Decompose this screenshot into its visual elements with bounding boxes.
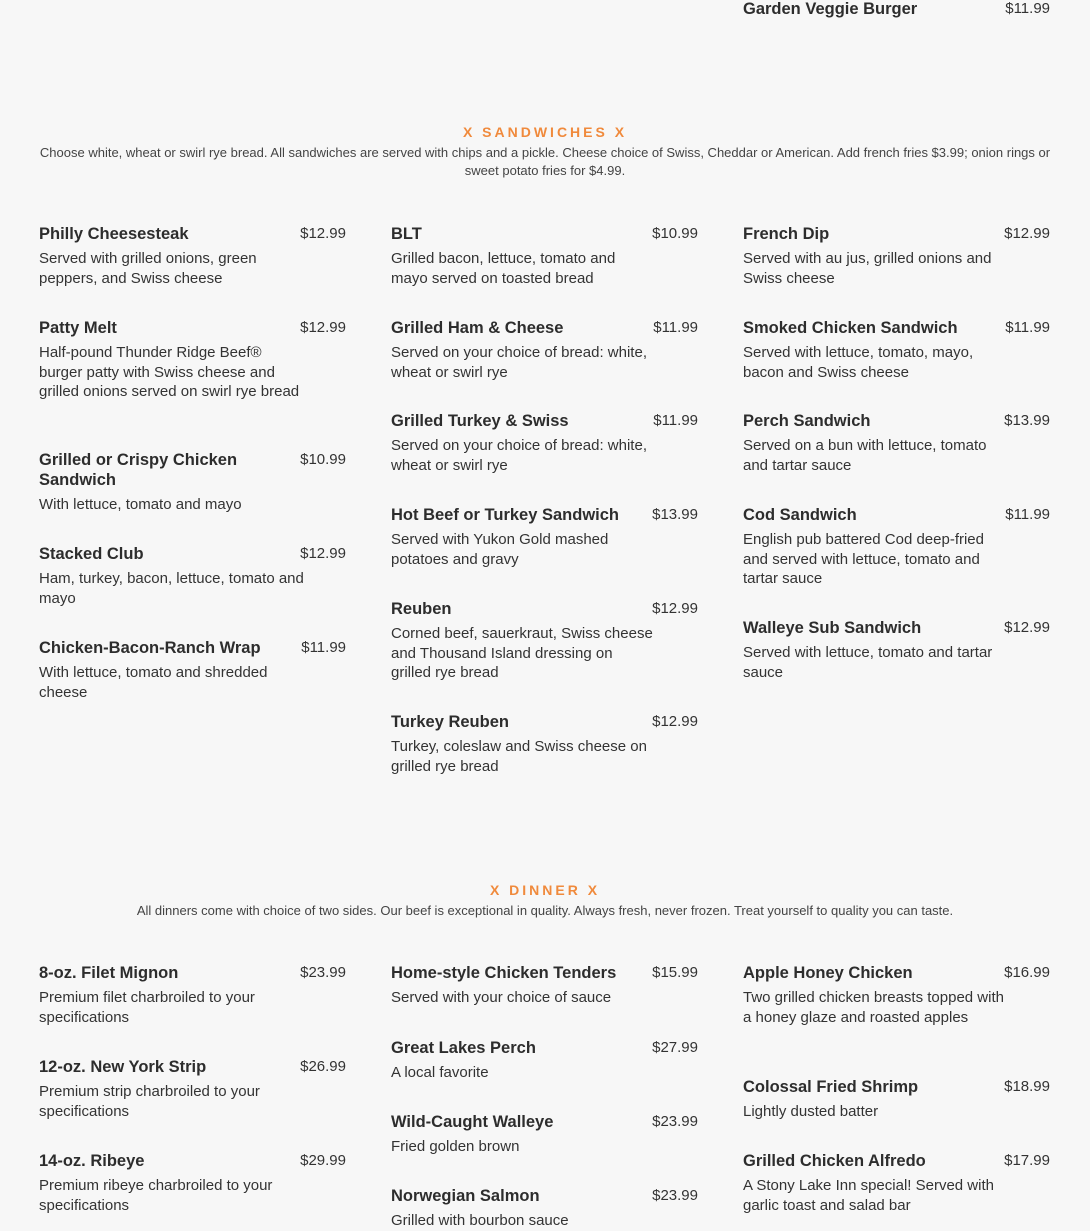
item-description: Served on a bun with lettuce, tomato and tartar sauce [743, 437, 987, 474]
item-description: Served with your choice of sauce [391, 989, 612, 1006]
menu-item [39, 638, 346, 702]
item-name: French Dip [743, 225, 830, 243]
item-name: Reuben [391, 600, 452, 618]
item-name: Grilled Chicken Alfredo [743, 1152, 926, 1170]
menu-item [391, 1186, 698, 1231]
menu-item [39, 318, 346, 402]
item-description: Lightly dusted batter [743, 1103, 879, 1120]
item-price: $10.99 [300, 451, 346, 468]
section-title-sandwiches: X SANDWICHES X [462, 124, 628, 140]
item-price: $23.99 [300, 964, 346, 981]
item-description: A Stony Lake Inn special! Served with garlic toast and salad bar [743, 1177, 994, 1214]
item-name: Hot Beef or Turkey Sandwich [391, 506, 619, 524]
item-price: $11.99 [653, 412, 698, 429]
item-description: Fried golden brown [391, 1138, 520, 1155]
item-description: Ham, turkey, bacon, lettuce, tomato and mayo [39, 570, 304, 607]
section-note-dinner: All dinners come with choice of two sides. Our beef is exceptional in quality. Always fresh, never frozen. Treat yourself to quality you can taste. [136, 903, 954, 918]
menu-item [391, 1112, 698, 1157]
item-price: $11.99 [1005, 0, 1050, 17]
item-name: Walleye Sub Sandwich [743, 619, 922, 637]
item-description: Served on your choice of bread: white, wheat or swirl rye [391, 437, 647, 474]
menu-item [391, 505, 698, 569]
item-price: $12.99 [1004, 225, 1050, 242]
item-price: $12.99 [300, 225, 346, 242]
item-name: Grilled Turkey & Swiss [391, 412, 569, 430]
section-title-dinner: X DINNER X [489, 882, 601, 898]
item-description: Premium strip charbroiled to your specifications [39, 1083, 260, 1120]
item-description: Half-pound Thunder Ridge Beef® burger patty with Swiss cheese and grilled onions served on swirl rye bread [39, 344, 300, 401]
menu-item [743, 224, 1050, 288]
item-price: $12.99 [1004, 619, 1050, 636]
item-price: $13.99 [652, 506, 698, 523]
item-name: Garden Veggie Burger [743, 0, 918, 18]
item-name: 8-oz. Filet Mignon [39, 964, 179, 982]
menu-item [391, 599, 698, 683]
item-name: Colossal Fried Shrimp [743, 1078, 919, 1096]
item-name: Grilled Ham & Cheese [391, 319, 564, 337]
item-price: $27.99 [652, 1039, 698, 1056]
menu-item-garden-veggie-burger [743, 0, 1050, 19]
item-price: $15.99 [652, 964, 698, 981]
menu-item [391, 1038, 698, 1083]
menu-item [743, 618, 1050, 682]
item-description: Served with au jus, grilled onions and Swiss cheese [743, 250, 992, 287]
item-name: Grilled or Crispy Chicken Sandwich [39, 451, 238, 489]
item-price: $17.99 [1004, 1152, 1050, 1169]
item-description: Served with grilled onions, green peppers, and Swiss cheese [39, 250, 257, 287]
item-name: 14-oz. Ribeye [39, 1152, 145, 1170]
item-price: $26.99 [300, 1058, 346, 1075]
item-name: Norwegian Salmon [391, 1187, 540, 1205]
item-name: Perch Sandwich [743, 412, 871, 430]
item-description: With lettuce, tomato and mayo [39, 496, 242, 513]
item-name: BLT [391, 225, 422, 243]
item-price: $23.99 [652, 1187, 698, 1204]
item-description: Two grilled chicken breasts topped with a honey glaze and roasted apples [743, 989, 1004, 1026]
item-description: Served on your choice of bread: white, wheat or swirl rye [391, 344, 647, 381]
menu-item [39, 1057, 346, 1121]
item-name: Smoked Chicken Sandwich [743, 319, 958, 337]
item-description: With lettuce, tomato and shredded cheese [39, 664, 268, 701]
menu-item [743, 1077, 1050, 1122]
item-description: Premium filet charbroiled to your specifications [39, 989, 255, 1026]
item-price: $12.99 [652, 713, 698, 730]
item-name: Patty Melt [39, 319, 117, 337]
menu-item [391, 712, 698, 776]
item-name: Wild-Caught Walleye [391, 1113, 554, 1131]
item-description: Served with Yukon Gold mashed potatoes and gravy [391, 531, 609, 568]
menu-item [39, 1151, 346, 1215]
item-price: $12.99 [300, 319, 346, 336]
item-description: Grilled bacon, lettuce, tomato and mayo served on toasted bread [391, 250, 616, 287]
menu-item [391, 963, 698, 1008]
item-price: $12.99 [652, 600, 698, 617]
menu-item [391, 411, 698, 475]
item-price: $29.99 [300, 1152, 346, 1169]
item-description: Corned beef, sauerkraut, Swiss cheese and Thousand Island dressing on grilled rye bread [391, 625, 653, 682]
item-name: Apple Honey Chicken [743, 964, 913, 982]
item-description: Grilled with bourbon sauce [391, 1212, 569, 1229]
item-name: Stacked Club [39, 545, 144, 563]
item-name: Cod Sandwich [743, 506, 857, 524]
menu-item [39, 963, 346, 1027]
item-description: Served with lettuce, tomato and tartar sauce [743, 644, 993, 681]
item-description: Served with lettuce, tomato, mayo, bacon and Swiss cheese [743, 344, 974, 381]
menu-item [391, 224, 698, 288]
menu-item [39, 450, 346, 515]
item-price: $11.99 [653, 319, 698, 336]
item-name: Home-style Chicken Tenders [391, 964, 617, 982]
menu-item [391, 318, 698, 382]
item-description: Turkey, coleslaw and Swiss cheese on grilled rye bread [391, 738, 647, 775]
item-name: Chicken-Bacon-Ranch Wrap [39, 639, 261, 657]
menu-item [39, 544, 346, 608]
item-price: $23.99 [652, 1113, 698, 1130]
item-description: Premium ribeye charbroiled to your specifications [39, 1177, 273, 1214]
menu-item [743, 411, 1050, 475]
item-price: $11.99 [1005, 319, 1050, 336]
item-price: $12.99 [300, 545, 346, 562]
menu-item [39, 224, 346, 288]
menu-item [743, 505, 1050, 589]
item-price: $16.99 [1004, 964, 1050, 981]
item-name: Philly Cheesesteak [39, 225, 189, 243]
item-price: $13.99 [1004, 412, 1050, 429]
item-name: Turkey Reuben [391, 713, 509, 731]
item-price: $11.99 [1005, 506, 1050, 523]
menu-item [743, 963, 1050, 1027]
item-name: Great Lakes Perch [391, 1039, 536, 1057]
item-name: 12-oz. New York Strip [39, 1058, 207, 1076]
menu-item [743, 318, 1050, 382]
section-note-sandwiches: Choose white, wheat or swirl rye bread. All sandwiches are served with chips and a pickle. Cheese choice of Swiss, Cheddar or American. Add french fries $3.99; onion rings or sweet potato fries for $4.99. [39, 145, 1051, 178]
menu-item [743, 1151, 1050, 1215]
item-description: A local favorite [391, 1064, 489, 1081]
item-price: $11.99 [301, 639, 346, 656]
item-price: $10.99 [652, 225, 698, 242]
item-description: English pub battered Cod deep-fried and served with lettuce, tomato and tartar sauce [743, 531, 984, 588]
item-price: $18.99 [1004, 1078, 1050, 1095]
